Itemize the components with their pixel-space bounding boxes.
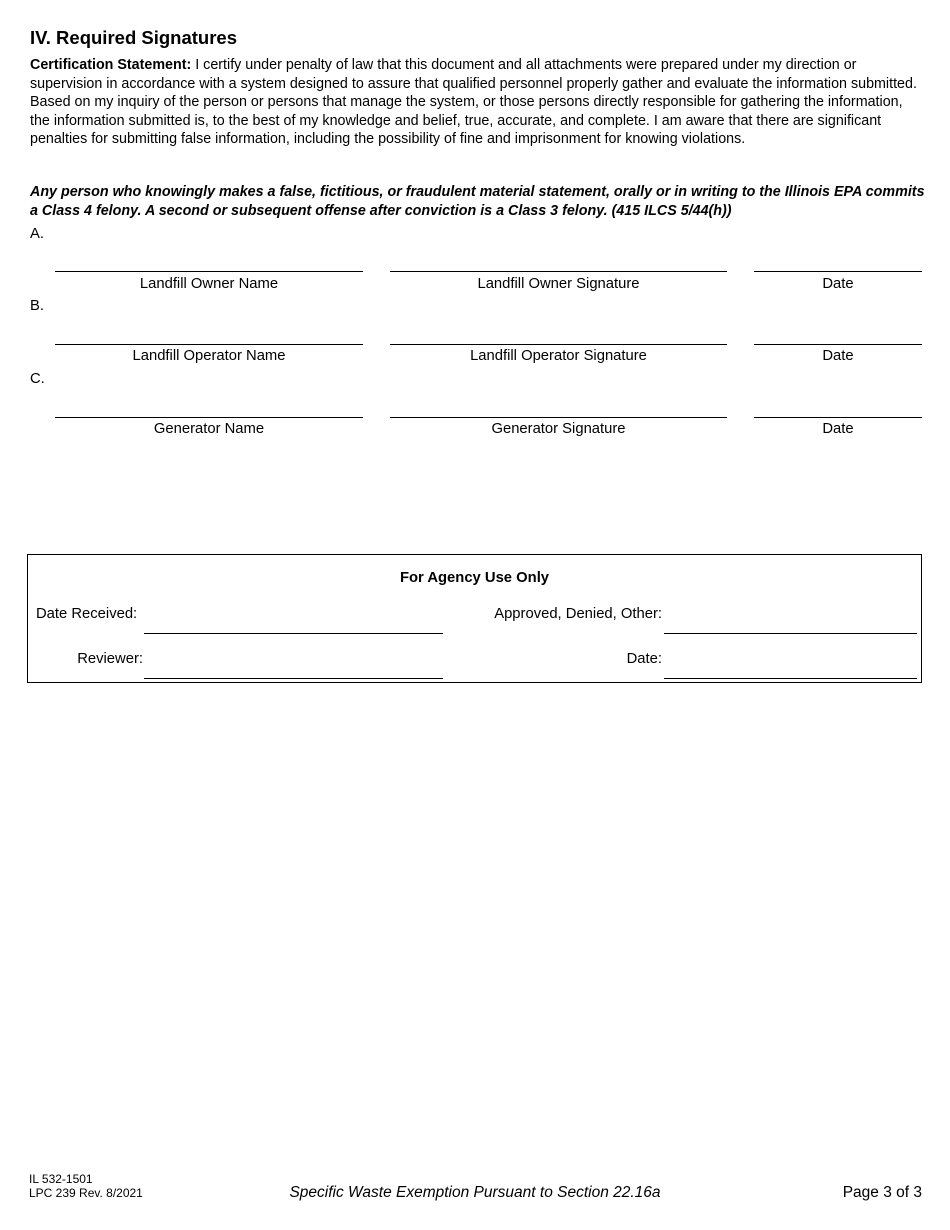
row-letter-b: B. [30,298,44,314]
landfill-owner-date-caption: Date [822,276,854,292]
landfill-operator-signature-line[interactable] [390,344,727,345]
approval-status-label: Approved, Denied, Other: [494,606,662,622]
felony-warning: Any person who knowingly makes a false, fictitious, or fraudulent material statement, orally or in writing to the Illinois EPA commits a Class 4 felony. A second or subsequent offense after conviction is a Class 3 felony. (415 ILCS 5/44(h)) [30,184,925,219]
generator-signature-line[interactable] [390,417,727,418]
generator-name-line[interactable] [55,417,363,418]
certification-statement [30,56,925,149]
certification-label: Certification Statement: [30,57,192,73]
row-letter-c: C. [30,371,45,387]
agency-date-field[interactable] [664,678,917,679]
agency-date-label: Date: [626,651,662,667]
date-received-label: Date Received: [36,606,138,622]
date-received-field[interactable] [144,633,443,634]
landfill-operator-name-caption: Landfill Operator Name [132,348,286,364]
generator-name-caption: Generator Name [153,421,265,437]
reviewer-field[interactable] [144,678,443,679]
landfill-operator-name-line[interactable] [55,344,363,345]
page-number: Page 3 of 3 [842,1184,922,1201]
landfill-owner-signature-caption: Landfill Owner Signature [477,276,640,292]
landfill-owner-date-line[interactable] [754,271,922,272]
form-revision: LPC 239 Rev. 8/2021 [29,1186,143,1200]
generator-date-line[interactable] [754,417,922,418]
agency-use-box [27,554,922,683]
approval-status-field[interactable] [664,633,917,634]
certification-text: I certify under penalty of law that this document and all attachments were prepared under my direction or supervision in accordance with a system designed to assure that qualified personnel properly gather and evaluate the information submitted. Based on my inquiry of the person or persons that manage the system, or those persons directly responsible for gathering the information, the information submitted is, to the best of my knowledge and belief, true, accurate, and complete. I am aware that there are significant penalties for submitting false information, including the possibility of fine and imprisonment for knowing violations. [30,57,917,148]
generator-date-caption: Date [822,421,854,437]
landfill-owner-signature-line[interactable] [390,271,727,272]
landfill-operator-signature-caption: Landfill Operator Signature [470,348,647,364]
row-letter-a: A. [30,226,44,242]
agency-use-title: For Agency Use Only [399,570,550,586]
footer-title: Specific Waste Exemption Pursuant to Section 22.16a [289,1184,661,1201]
section-title: IV. Required Signatures [30,27,237,48]
landfill-operator-date-caption: Date [822,348,854,364]
landfill-owner-name-caption: Landfill Owner Name [139,276,279,292]
form-id: IL 532-1501 [29,1172,93,1186]
reviewer-label: Reviewer: [77,651,143,667]
generator-signature-caption: Generator Signature [491,421,626,437]
landfill-owner-name-line[interactable] [55,271,363,272]
landfill-operator-date-line[interactable] [754,344,922,345]
